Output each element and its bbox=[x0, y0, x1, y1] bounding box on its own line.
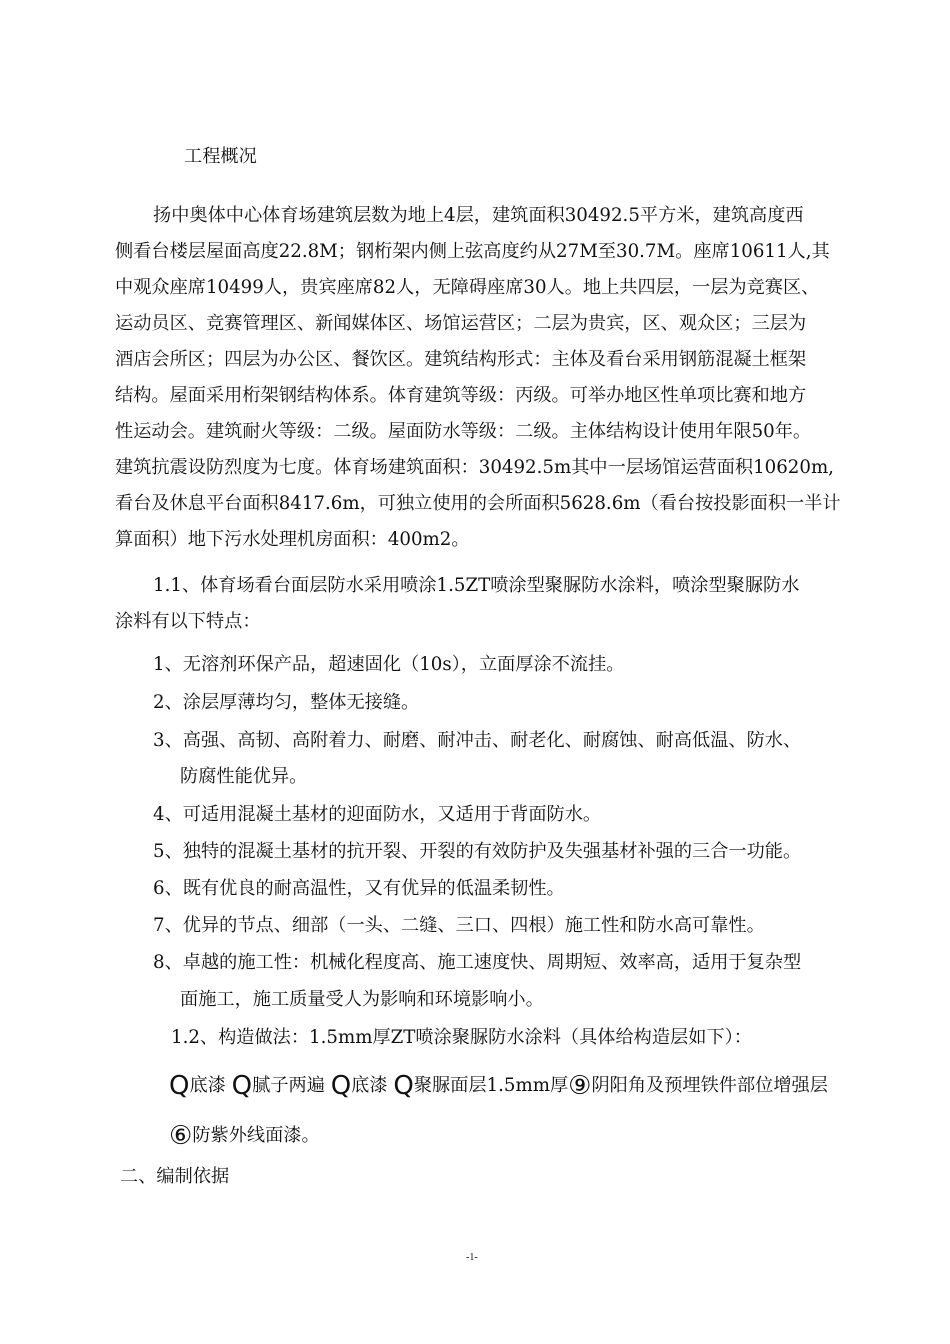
feature-1: 1、无溶剂环保产品，超速固化（10s），立面厚涂不流挂。 bbox=[153, 654, 625, 675]
feature-2: 2、涂层厚薄均匀，整体无接缝。 bbox=[153, 692, 420, 713]
item-1-1-line-1: 1.1、体育场看台面层防水采用喷涂1.5ZT喷涂型聚脲防水涂料，喷涂型聚脲防水 bbox=[153, 575, 800, 596]
feature-8-cont: 面施工，施工质量受人为影响和环境影响小。 bbox=[180, 989, 544, 1010]
item-1-2: 1.2、构造做法：1.5mm厚ZT喷涂聚脲防水涂料（具体给构造层如下）： bbox=[171, 1027, 752, 1048]
overview-line-1: 扬中奥体中心体育场建筑层数为地上4层，建筑面积30492.5平方米，建筑高度西 bbox=[153, 205, 804, 226]
overview-line-9: 看台及休息平台面积8417.6m，可独立使用的会所面积5628.6m（看台按投影面积一半计 bbox=[115, 493, 841, 514]
layer-marker-2: Q bbox=[231, 1071, 253, 1101]
section-title: 工程概况 bbox=[184, 146, 257, 167]
feature-4: 4、可适用混凝土基材的迎面防水，又适用于背面防水。 bbox=[153, 804, 602, 825]
layers-line-1 bbox=[169, 1071, 828, 1101]
layer-putty: 腻子两遍 bbox=[252, 1075, 325, 1096]
layer-marker-6: ⑥ bbox=[169, 1121, 193, 1151]
overview-line-10: 算面积）地下污水处理机房面积：400m2。 bbox=[115, 529, 470, 550]
overview-line-2: 侧看台楼层屋面高度22.8M；钢桁架内侧上弦高度约从27M至30.7M。座席10611人,其 bbox=[115, 241, 830, 262]
layer-marker-5: ⑨ bbox=[568, 1071, 592, 1101]
layer-uv-topcoat: 防紫外线面漆。 bbox=[192, 1125, 320, 1146]
page-number: -1- bbox=[466, 1252, 478, 1263]
layer-primer-2: 底漆 bbox=[351, 1075, 388, 1096]
item-1-1-line-2: 涂料有以下特点： bbox=[115, 611, 261, 632]
layers-line-2 bbox=[169, 1121, 320, 1151]
layer-polyurea: 聚脲面层1.5mm厚 bbox=[413, 1075, 569, 1096]
overview-line-3: 中观众座席10499人，贵宾座席82人，无障碍座席30人。地上共四层，一层为竞赛区、 bbox=[115, 277, 820, 298]
feature-7: 7、优异的节点、细部（一头、二缝、三口、四根）施工性和防水高可靠性。 bbox=[153, 915, 765, 936]
layer-reinforcement: 阴阳角及预埋铁件部位增强层 bbox=[591, 1075, 828, 1096]
layer-primer-1: 底漆 bbox=[189, 1075, 226, 1096]
overview-line-8: 建筑抗震设防烈度为七度。体育场建筑面积：30492.5m其中一层场馆运营面积10620m, bbox=[115, 457, 834, 478]
layer-marker-3: Q bbox=[330, 1071, 352, 1101]
feature-5: 5、独特的混凝土基材的抗开裂、开裂的有效防护及失强基材补强的三合一功能。 bbox=[153, 841, 802, 862]
layer-marker-1: Q bbox=[169, 1071, 190, 1101]
overview-line-6: 结构。屋面采用桁架钢结构体系。体育建筑等级：丙级。可举办地区性单项比赛和地方 bbox=[115, 385, 807, 406]
overview-line-4: 运动员区、竞赛管理区、新闻媒体区、场馆运营区；二层为贵宾，区、观众区；三层为 bbox=[115, 313, 807, 334]
overview-line-5: 酒店会所区；四层为办公区、餐饮区。建筑结构形式：主体及看台采用钢筋混凝土框架 bbox=[115, 349, 807, 370]
feature-3-cont: 防腐性能优异。 bbox=[180, 766, 308, 787]
feature-6: 6、既有优良的耐高温性，又有优异的低温柔韧性。 bbox=[153, 878, 565, 899]
section-two-heading: 二、编制依据 bbox=[120, 1166, 230, 1187]
feature-8: 8、卓越的施工性：机械化程度高、施工速度快、周期短、效率高，适用于复杂型 bbox=[153, 952, 802, 973]
layer-marker-4: Q bbox=[393, 1071, 414, 1101]
feature-3: 3、高强、高韧、高附着力、耐磨、耐冲击、耐老化、耐腐蚀、耐高低温、防水、 bbox=[153, 730, 802, 751]
overview-line-7: 性运动会。建筑耐火等级：二级。屋面防水等级：二级。主体结构设计使用年限50年。 bbox=[115, 421, 812, 442]
